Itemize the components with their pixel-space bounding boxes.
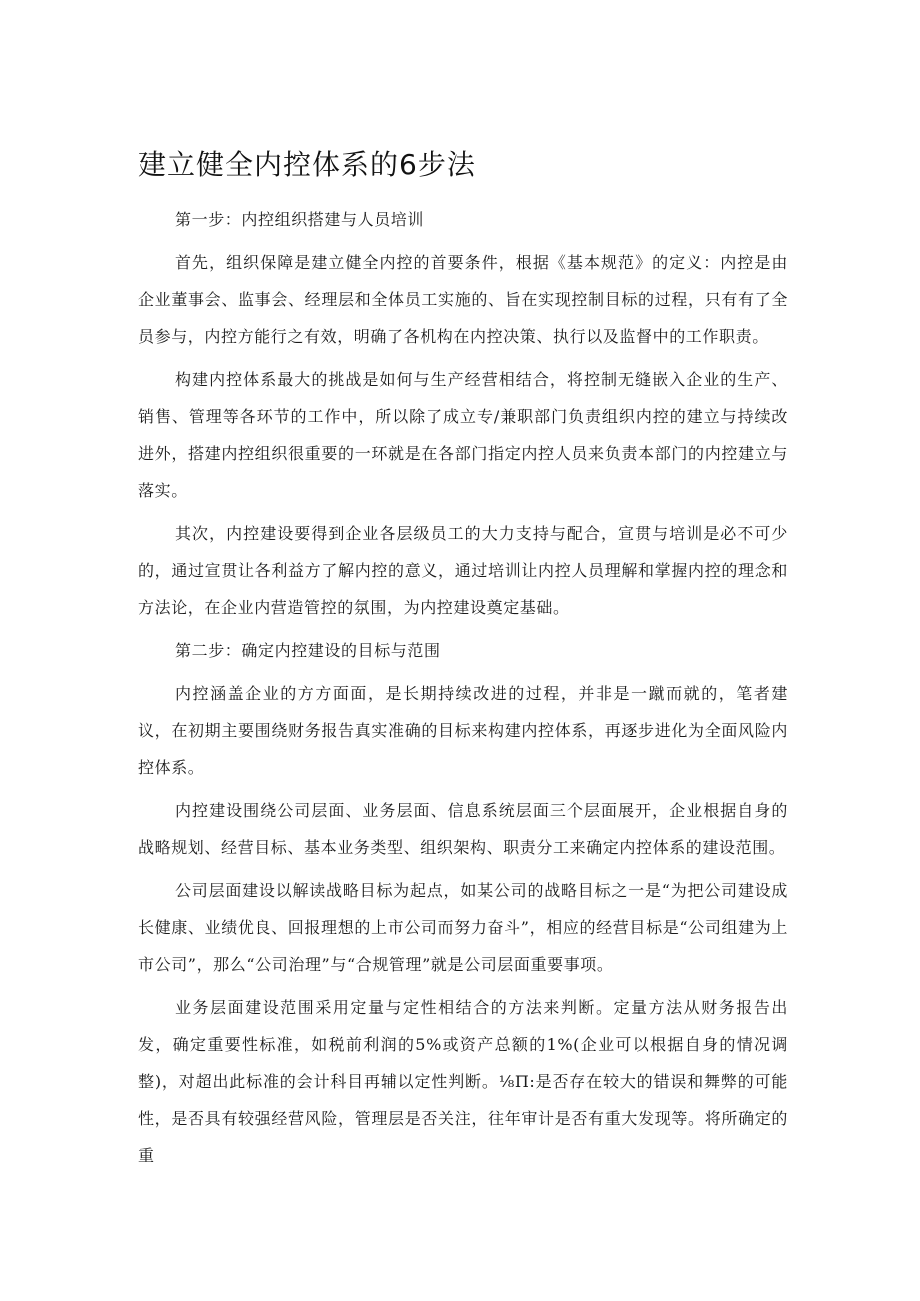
paragraph: 公司层面建设以解读战略目标为起点，如某公司的战略目标之一是“为把公司建设成长健康、业绩优良、回报理想的上市公司而努力奋斗”，相应的经营目标是“公司组建为上市公司”，那么“公司治理”与“合规管理”就是公司层面重要事项。 — [138, 881, 788, 974]
paragraph: 业务层面建设范围采用定量与定性相结合的方法来判断。定量方法从财务报告出发，确定重要性标准，如税前利润的5%或资产总额的1%(企业可以根据自身的情况调整)，对超出此标准的会计科目再辅以定性判断。⅛Π:是否存在较大的错误和舞弊的可能性，是否具有较强经营风险，管理层是否关注，往年审计是否有重大发现等。将所确定的重 — [138, 998, 788, 1165]
paragraph: 首先，组织保障是建立健全内控的首要条件，根据《基本规范》的定义：内控是由企业董事会、监事会、经理层和全体员工实施的、旨在实现控制目标的过程，只有有了全员参与，内控方能行之有效，明确了各机构在内控决策、执行以及监督中的工作职责。 — [138, 253, 788, 346]
section-heading-step-2: 第二步：确定内控建设的目标与范围 — [175, 641, 441, 660]
paragraph: 内控建设围绕公司层面、业务层面、信息系统层面三个层面展开，企业根据自身的战略规划、经营目标、基本业务类型、组织架构、职责分工来确定内控体系的建设范围。 — [138, 801, 788, 857]
page-title: 建立健全内控体系的6步法 — [138, 148, 476, 181]
paragraph: 内控涵盖企业的方方面面，是长期持续改进的过程，并非是一蹴而就的，笔者建议，在初期主要围绕财务报告真实准确的目标来构建内控体系，再逐步进化为全面风险内控体系。 — [138, 684, 788, 777]
section-heading-step-1: 第一步：内控组织搭建与人员培训 — [175, 210, 425, 229]
document-body — [138, 201, 788, 1180]
paragraph: 构建内控体系最大的挑战是如何与生产经营相结合，将控制无缝嵌入企业的生产、销售、管理等各环节的工作中，所以除了成立专/兼职部门负责组织内控的建立与持续改进外，搭建内控组织很重要的一环就是在各部门指定内控人员来负责本部门的内控建立与落实。 — [138, 370, 788, 500]
paragraph: 其次，内控建设要得到企业各层级员工的大力支持与配合，宣贯与培训是必不可少的，通过宣贯让各利益方了解内控的意义，通过培训让内控人员理解和掌握内控的理念和方法论，在企业内营造管控的氛围，为内控建设奠定基础。 — [138, 524, 788, 617]
